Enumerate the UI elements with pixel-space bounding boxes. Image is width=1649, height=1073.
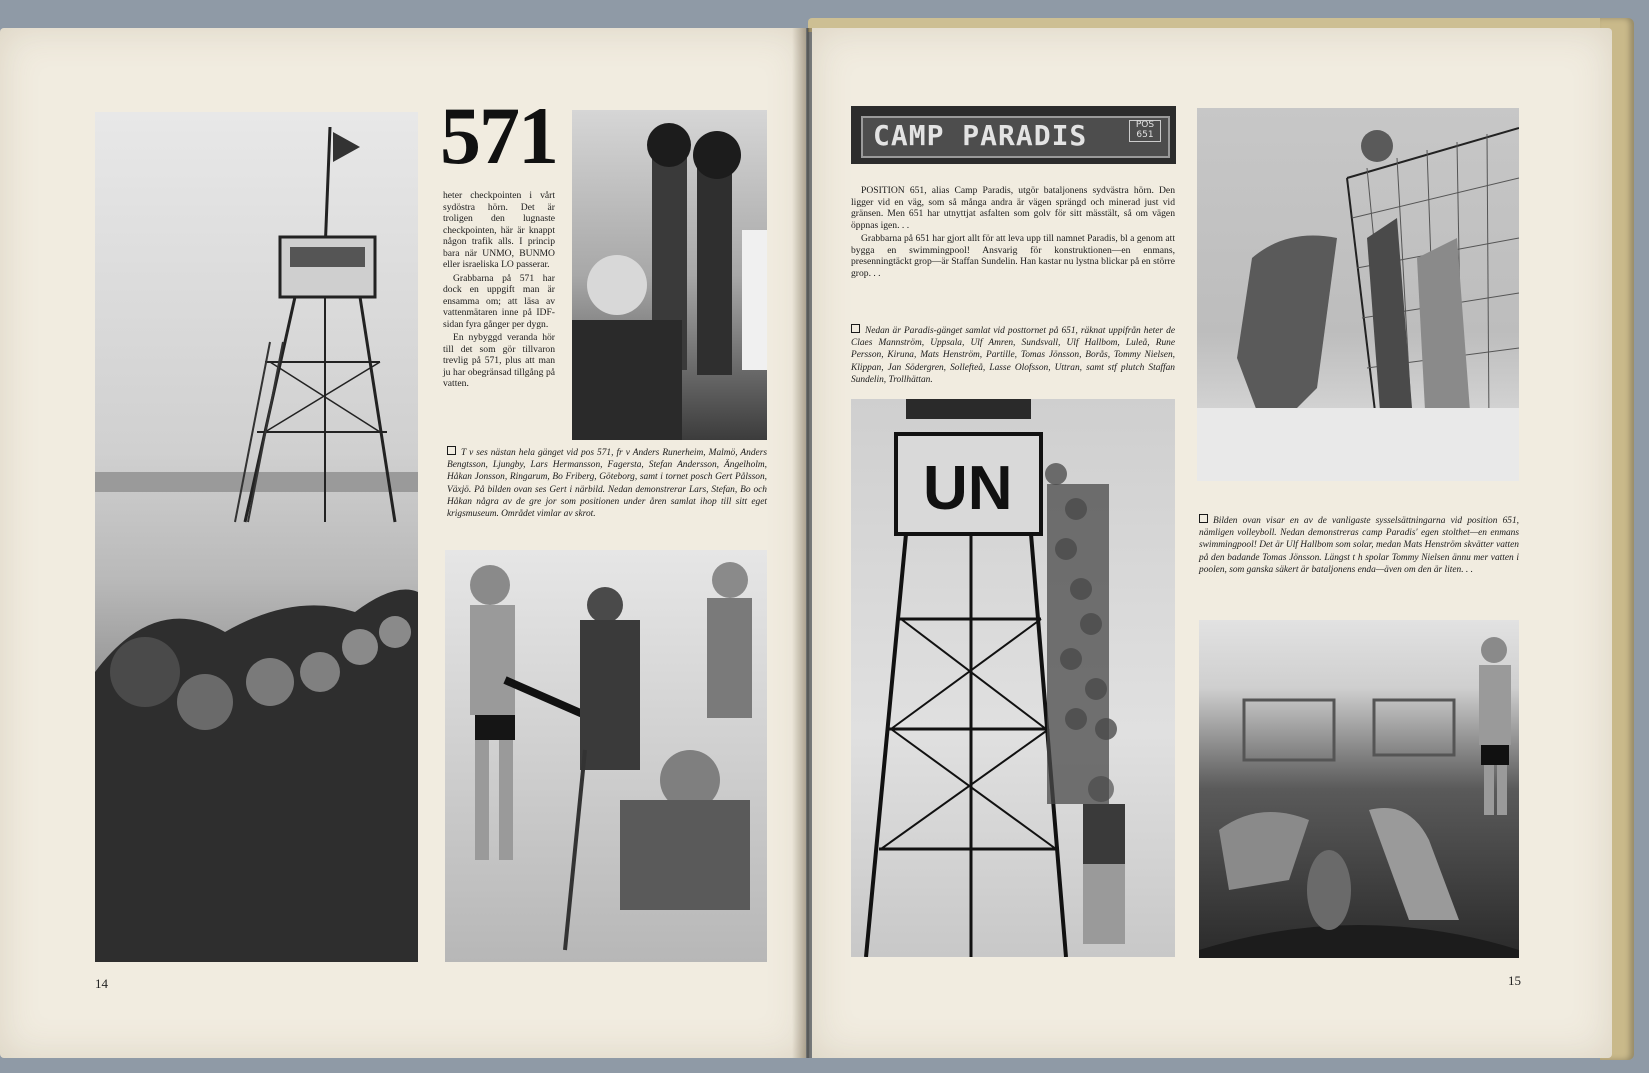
left-article bbox=[443, 190, 555, 392]
photo-volleyball bbox=[1197, 108, 1519, 481]
sign-text: CAMP PARADIS bbox=[873, 119, 1088, 152]
right-article-paragraph: POSITION 651, alias Camp Paradis, utgör bataljonens sydvästra hörn. Den ligger vid en väg, som så många andra är vägen sprängd och minerad just vid gränsen. Men 651 har utnyttjat asfalten som golv för sitt mässtält, så om vägen öppnas igen. . . bbox=[851, 185, 1175, 231]
left-page-number: 14 bbox=[95, 976, 108, 991]
position-number-heading: 571 bbox=[440, 90, 557, 181]
left-article-paragraph: En nybyggd veranda hör till det som gör tillvaron trevlig på 571, plus att man ju har obegränsad tillgång på vatten. bbox=[443, 332, 555, 389]
left-caption bbox=[447, 446, 767, 520]
right-article-paragraph: Grabbarna på 651 har gjort allt för att leva upp till namnet Paradis, bl a genom att bygga en swimmingpool! Ansvarig för konstruktionen—en enmans, presenningtäckt grop—är Staffan Sundelin. Han kastar nu lystna blickar på en större grop. . . bbox=[851, 233, 1175, 279]
right-caption bbox=[1199, 514, 1519, 576]
photo-un-tower-group bbox=[851, 399, 1175, 957]
photo-binoculars-portrait bbox=[572, 110, 767, 440]
right-article bbox=[851, 185, 1175, 281]
photo-war-museum bbox=[445, 550, 767, 962]
caption-box-icon bbox=[851, 324, 860, 333]
right-middle-caption-text: Nedan är Paradis-gänget samlat vid posttornet på 651, räknat uppifrån heter de Claes Mannström, Uppsala, Ulf Amren, Sundsvall, Ulf Hallbom, Luleå, Rune Persson, Kiruna, Mats Henström, Partille, Tomas Jönsson, Borås, Tommy Nielsen, Klippan, Jan Södergren, Sollefteå, Lasse Olofsson, Uttran, samt stf plutch Staffan Sundelin, Trollhättan. bbox=[851, 326, 1175, 385]
tower-un-sign: UN bbox=[923, 454, 1013, 523]
sign-position-plate: POS 651 bbox=[1129, 120, 1161, 142]
caption-box-icon bbox=[1199, 514, 1208, 523]
caption-box-icon bbox=[447, 446, 456, 455]
photo-tower-group bbox=[95, 112, 418, 962]
left-article-paragraph: heter checkpointen i vårt sydöstra hörn. Det är troligen den lugnaste checkpointen, här är knappt någon trafik alls. I princip bara när UNMO, BUNMO eller israeliska LO passerar. bbox=[443, 190, 555, 270]
right-caption-text: Bilden ovan visar en av de vanligaste sysselsättningarna vid position 651, nämligen volleyboll. Nedan demonstreras camp Paradis' egen stolthet—en enmans swimmingpool! Det är Ulf Hallbom som solar, medan Mats Henström skvätter vatten på den badande Tomas Jönsson. Längst t h spolar Tommy Nielsen ännu mer vatten i poolen, som ganska säkert är bataljonens enda—även om den är liten. . . bbox=[1199, 516, 1519, 575]
left-caption-text: T v ses nästan hela gänget vid pos 571, fr v Anders Runerheim, Malmö, Anders Bengtsson, Ljungby, Lars Hermansson, Fagersta, Stefan Andersson, Ängelholm, Håkan Jonsson, Ringarum, Bo Friberg, Göteborg, samt i tornet posch Gert Pålsson, Växjö. På bilden ovan ses Gert i närbild. Nedan demonstrerar Lars, Stefan, Bo och Håkan några av de gre jor som positionen under åren samlat ihop till sitt eget krigsmuseum. Området vimlar av skrot. bbox=[447, 448, 767, 520]
right-middle-caption bbox=[851, 324, 1175, 386]
right-page-number: 15 bbox=[1508, 973, 1521, 988]
left-article-paragraph: Grabbarna på 571 har dock en uppgift man är ensamma om; att läsa av vattenmätaren inne på IDF-sidan fyra gånger per dygn. bbox=[443, 272, 555, 330]
photo-swimming-pool bbox=[1199, 620, 1519, 958]
camp-paradis-sign-photo bbox=[851, 106, 1176, 164]
